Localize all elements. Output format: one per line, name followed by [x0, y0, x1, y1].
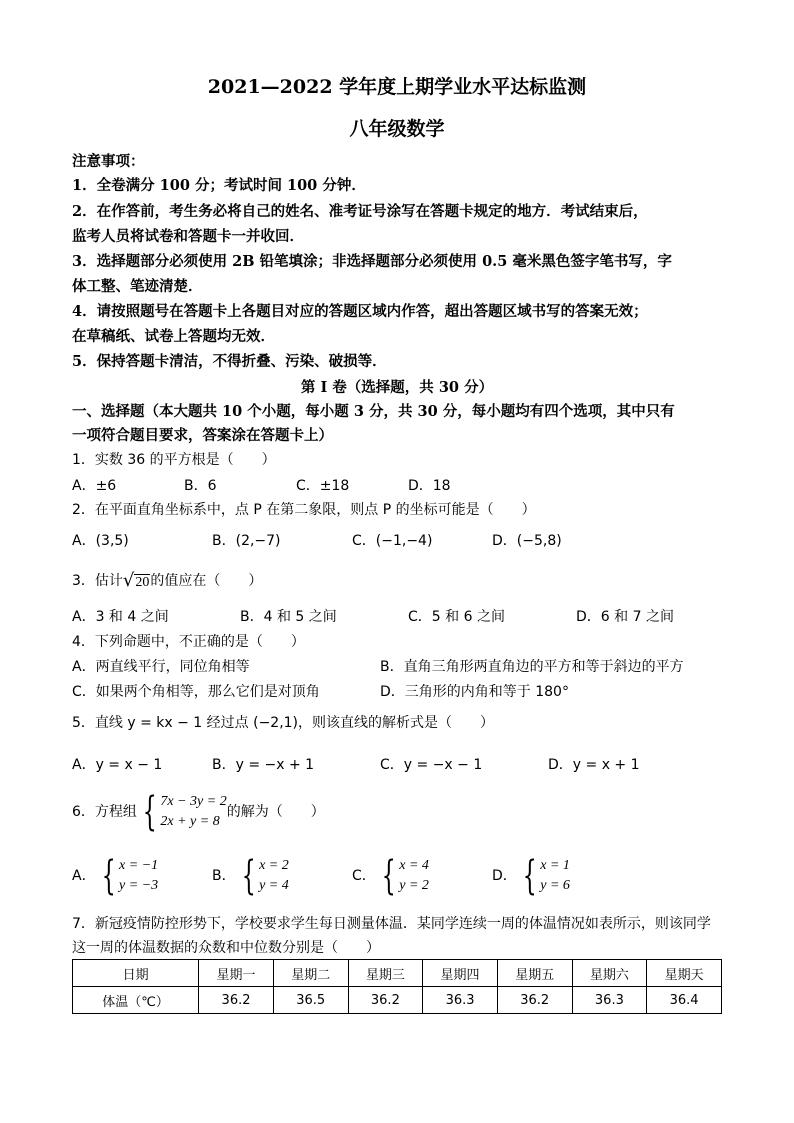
table-cell: 36.2 — [497, 987, 572, 1014]
question-1-option-c[interactable]: C．±18 — [296, 478, 350, 494]
exam-subtitle: 八年级数学 — [349, 118, 445, 140]
question-6-option-d[interactable] — [492, 853, 570, 899]
left-brace-icon: { — [522, 853, 537, 899]
solution-line: x = 4 — [399, 858, 429, 873]
notice-item: 体工整、笔迹清楚． — [72, 278, 203, 295]
question-6-option-c[interactable] — [352, 853, 429, 899]
table-cell: 36.2 — [348, 987, 423, 1014]
solution-system — [376, 853, 429, 899]
solution-line: x = 2 — [259, 858, 289, 873]
table-header-cell: 星期一 — [199, 960, 274, 987]
question-4-stem: 4．下列命题中，不正确的是（ ） — [72, 634, 305, 650]
question-1-option-d[interactable]: D．18 — [408, 478, 451, 494]
table-header-cell: 星期五 — [497, 960, 572, 987]
notice-heading: 注意事项： — [72, 153, 145, 170]
question-5-option-d[interactable]: D．y = x + 1 — [548, 757, 640, 773]
question-3-option-c[interactable]: C．5 和 6 之间 — [408, 609, 505, 625]
question-4-option-d[interactable]: D．三角形的内角和等于 180° — [380, 684, 569, 700]
question-5-option-a[interactable]: A．y = x − 1 — [72, 757, 163, 773]
question-3-option-a[interactable]: A．3 和 4 之间 — [72, 609, 169, 625]
solution-line: y = 6 — [540, 878, 570, 893]
table-header-cell: 星期四 — [423, 960, 498, 987]
solution-line: y = −3 — [119, 878, 159, 893]
equation-2: 2x + y = 8 — [160, 814, 220, 829]
question-2-option-c[interactable]: C．(−1,−4) — [352, 533, 433, 549]
table-row — [73, 987, 722, 1014]
table-header-cell: 星期三 — [348, 960, 423, 987]
notice-item: 5．保持答题卡清洁，不得折叠、污染、破损等． — [72, 353, 387, 370]
question-1-stem: 1．实数 36 的平方根是（ ） — [72, 452, 276, 468]
question-2-stem: 2．在平面直角坐标系中，点 P 在第二象限，则点 P 的坐标可能是（ ） — [72, 502, 536, 518]
table-header-cell: 星期二 — [273, 960, 348, 987]
notice-item: 1．全卷满分 100 分；考试时间 100 分钟． — [72, 177, 366, 194]
table-cell: 36.5 — [273, 987, 348, 1014]
radicand: 20 — [135, 574, 150, 590]
question-3-option-b[interactable]: B．4 和 5 之间 — [240, 609, 337, 625]
left-brace-icon: { — [142, 789, 157, 835]
question-3-stem-post: 的值应在（ ） — [150, 573, 263, 589]
question-6-option-a[interactable] — [72, 853, 159, 899]
section-instructions: 一、选择题（本大题共 10 个小题，每小题 3 分，共 30 分，每小题均有四个选项，其中只有 — [72, 403, 675, 420]
question-5-option-c[interactable]: C．y = −x − 1 — [380, 757, 483, 773]
question-3-stem-pre: 3．估计 — [72, 573, 123, 589]
solution-system — [236, 853, 289, 899]
left-brace-icon: { — [101, 853, 116, 899]
notice-item: 3．选择题部分必须使用 2B 铅笔填涂；非选择题部分必须使用 0.5 毫米黑色签字笔书写，字 — [72, 253, 672, 270]
table-header-row — [73, 960, 722, 987]
option-label: A． — [72, 868, 96, 884]
question-5-stem: 5．直线 y = kx − 1 经过点 (−2,1)，则该直线的解析式是（ ） — [72, 715, 495, 731]
option-label: C． — [352, 868, 376, 884]
table-cell: 36.3 — [572, 987, 647, 1014]
section-instructions: 一项符合题目要求，答案涂在答题卡上） — [72, 427, 333, 444]
table-cell: 36.3 — [423, 987, 498, 1014]
solution-system — [517, 853, 570, 899]
question-7-stem: 7．新冠疫情防控形势下，学校要求学生每日测量体温．某同学连续一周的体温情况如表所示，则该同学 — [72, 916, 711, 932]
question-6-option-b[interactable] — [212, 853, 289, 899]
table-cell: 36.4 — [647, 987, 722, 1014]
question-2-option-a[interactable]: A．(3,5) — [72, 533, 129, 549]
exam-title: 2021—2022 学年度上期学业水平达标监测 — [207, 76, 587, 98]
square-root: √ 20 — [122, 569, 150, 591]
question-6-stem-post: 的解为（ ） — [226, 804, 325, 820]
question-4-option-b[interactable]: B．直角三角形两直角边的平方和等于斜边的平方 — [380, 659, 684, 675]
notice-item: 4．请按照题号在答题卡上各题目对应的答题区域内作答，超出答题区域书写的答案无效； — [72, 303, 648, 320]
left-brace-icon: { — [381, 853, 396, 899]
solution-system — [96, 853, 159, 899]
question-2-option-d[interactable]: D．(−5,8) — [492, 533, 562, 549]
equation-system — [137, 789, 227, 835]
equation-1: 7x − 3y = 2 — [160, 794, 227, 809]
notice-item: 在草稿纸、试卷上答题均无效． — [72, 328, 275, 345]
question-4-option-c[interactable]: C．如果两个角相等，那么它们是对顶角 — [72, 684, 320, 700]
question-1-option-b[interactable]: B．6 — [184, 478, 217, 494]
table-cell: 36.2 — [199, 987, 274, 1014]
solution-line: x = −1 — [119, 858, 159, 873]
question-3-stem — [72, 570, 262, 591]
table-header-cell: 星期天 — [647, 960, 722, 987]
question-7-stem: 这一周的体温数据的众数和中位数分别是（ ） — [72, 940, 380, 956]
left-brace-icon: { — [241, 853, 256, 899]
question-6-stem-pre: 6．方程组 — [72, 804, 137, 820]
notice-item: 监考人员将试卷和答题卡一并收回． — [72, 228, 304, 245]
question-5-option-b[interactable]: B．y = −x + 1 — [212, 757, 315, 773]
solution-line: x = 1 — [540, 858, 570, 873]
table-header-cell: 日期 — [73, 960, 199, 987]
solution-line: y = 2 — [399, 878, 429, 893]
option-label: D． — [492, 868, 517, 884]
notice-item: 2．在作答前，考生务必将自己的姓名、准考证号涂写在答题卡规定的地方．考试结束后， — [72, 203, 648, 220]
question-4-option-a[interactable]: A．两直线平行，同位角相等 — [72, 659, 250, 675]
solution-line: y = 4 — [259, 878, 289, 893]
question-6-stem — [72, 789, 325, 835]
temperature-table — [72, 959, 722, 1014]
question-2-option-b[interactable]: B．(2,−7) — [212, 533, 281, 549]
table-header-cell: 星期六 — [572, 960, 647, 987]
question-1-option-a[interactable]: A．±6 — [72, 478, 117, 494]
section-title: 第 I 卷（选择题，共 30 分） — [300, 379, 494, 396]
question-3-option-d[interactable]: D．6 和 7 之间 — [576, 609, 674, 625]
table-cell: 体温（℃） — [73, 987, 199, 1014]
option-label: B． — [212, 868, 236, 884]
